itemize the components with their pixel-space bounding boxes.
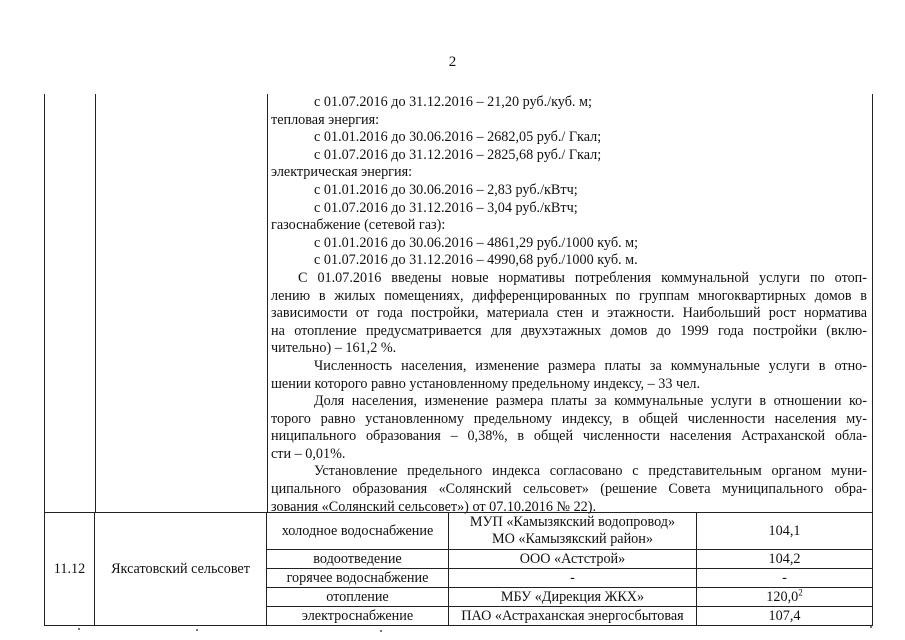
text-line: чительно) – 161,2 %. [271, 340, 397, 357]
text-line: Численность населения, изменение размера платы за коммунальные услуги в отно- [314, 357, 867, 374]
text-line: ниципального образования – 0,38%, в общей численности населения Астраханской обла- [271, 428, 867, 445]
service-name: отопление [267, 588, 449, 607]
text-line: с 01.07.2016 до 31.12.2016 – 3,04 руб./кВтч; [314, 199, 578, 216]
column-divider [95, 94, 96, 512]
text-line: зования «Солянский сельсовет») от 07.10.2016 № 22). [271, 498, 597, 515]
text-line: торого равно установленному предельному индексу, в общей численности населения му- [271, 410, 867, 427]
index-value: 104,2 [697, 550, 873, 569]
text-line: С 01.07.2016 введены новые нормативы потребления коммунальной услуги по отоп- [298, 269, 867, 286]
service-name: горячее водоснабжение [267, 569, 449, 588]
service-name: холодное водоснабжение [267, 513, 449, 550]
index-value: 104,1 [697, 513, 873, 550]
tariff-table [44, 512, 873, 626]
supplier-name: ПАО «Астраханская энергосбытовая [449, 607, 697, 626]
scan-speck [870, 626, 872, 628]
supplier-name: ООО «Астстрой» [449, 550, 697, 569]
continuation-row [44, 94, 873, 513]
text-line: ципального образования «Солянский сельсовет» (решение Совета муниципального обра- [271, 481, 867, 498]
text-line: лению в жилых помещениях, дифференцированных по группам многоквартирных домов в [271, 287, 867, 304]
scan-speck [196, 629, 198, 631]
supplier-name: МБУ «Дирекция ЖКХ» [449, 588, 697, 607]
text-line: с 01.01.2016 до 30.06.2016 – 4861,29 руб./1000 куб. м; [314, 234, 639, 251]
text-line: шении которого равно установленному предельному индексу, – 33 чел. [271, 375, 701, 392]
scan-speck [78, 628, 80, 630]
text-line: с 01.07.2016 до 31.12.2016 – 2825,68 руб./ Гкал; [314, 146, 602, 163]
index-value: 107,4 [697, 607, 873, 626]
index-value [697, 588, 873, 607]
text-line: зависимости от года постройки, материала стен и этажности. Наибольший рост норматива [271, 305, 867, 322]
text-line: сти – 0,01%. [271, 445, 346, 462]
supplier-name: - [449, 569, 697, 588]
supplier-line: МО «Камызякский район» [492, 531, 653, 547]
service-name: водоотведение [267, 550, 449, 569]
column-divider [267, 94, 268, 512]
settlement-name: Яксатовский сельсовет [95, 513, 267, 626]
footnote-mark: 2 [798, 587, 803, 597]
tariff-description [271, 94, 867, 516]
scan-speck [380, 630, 382, 632]
text-line: с 01.07.2016 до 31.12.2016 – 4990,68 руб./1000 куб. м. [314, 252, 638, 269]
text-line: Доля населения, изменение размера платы за коммунальные услуги в отношении ко- [314, 393, 867, 410]
text-line: тепловая энергия: [271, 111, 380, 128]
text-line: с 01.07.2016 до 31.12.2016 – 21,20 руб./куб. м; [314, 94, 592, 110]
page-number: 2 [448, 54, 457, 70]
index-number: 120,0 [766, 588, 799, 605]
supplier-name [449, 513, 697, 550]
table-row [45, 513, 873, 550]
index-value: - [697, 569, 873, 588]
text-line: на отопление предусматривается для двухэтажных домов до 1999 года постройки (вклю- [271, 322, 867, 339]
text-line: электрическая энергия: [271, 164, 413, 181]
text-line: газоснабжение (сетевой газ): [271, 217, 446, 234]
supplier-line: МУП «Камызякский водопровод» [469, 514, 676, 530]
row-number: 11.12 [45, 513, 95, 626]
text-line: Установление предельного индекса согласовано с представительным органом муни- [314, 463, 867, 480]
service-name: электроснабжение [267, 607, 449, 626]
text-line: с 01.01.2016 до 30.06.2016 – 2,83 руб./кВтч; [314, 181, 578, 198]
text-line: с 01.01.2016 до 30.06.2016 – 2682,05 руб./ Гкал; [314, 129, 602, 146]
